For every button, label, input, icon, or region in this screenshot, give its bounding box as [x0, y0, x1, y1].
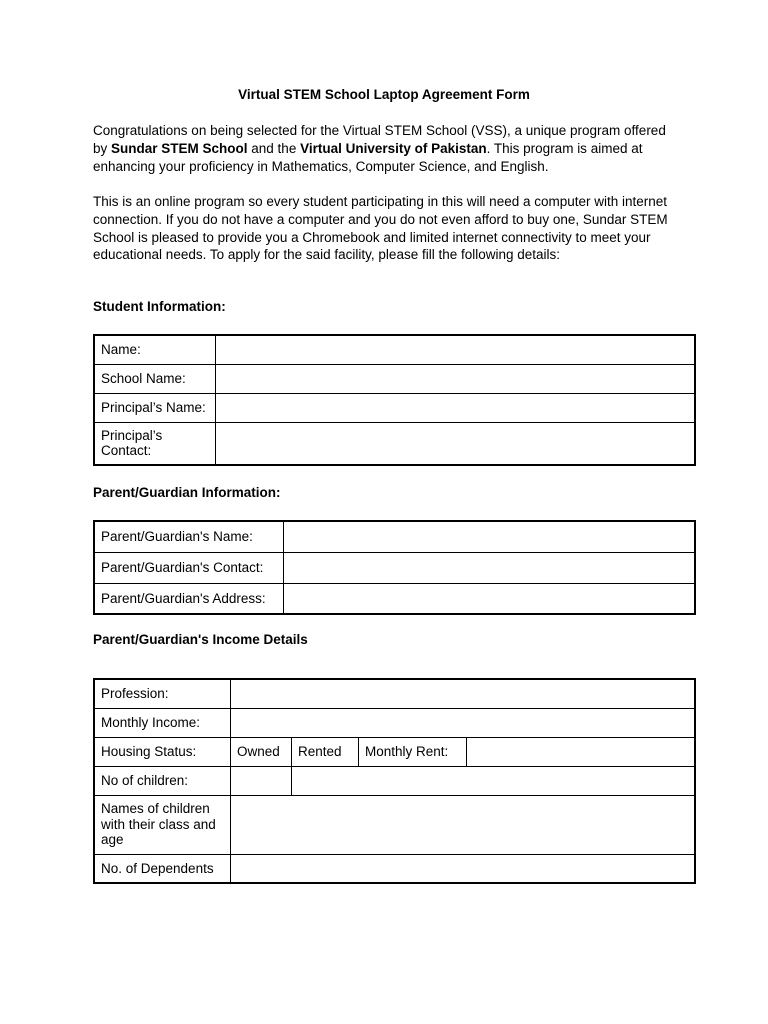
owned-option[interactable]: Owned — [231, 737, 292, 766]
table-row — [94, 393, 695, 422]
principal-name-field[interactable] — [216, 393, 696, 422]
intro-paragraph — [93, 122, 673, 175]
principal-contact-label: Principal’s Contact: — [94, 422, 216, 465]
rented-option[interactable]: Rented — [292, 737, 359, 766]
parent-contact-label: Parent/Guardian's Contact: — [94, 552, 284, 583]
income-details-heading: Parent/Guardian's Income Details — [93, 632, 308, 647]
name-field[interactable] — [216, 335, 696, 364]
table-row — [94, 854, 695, 883]
table-row — [94, 583, 695, 614]
info-paragraph: This is an online program so every student participating in this will need a computer with internet connection. If you do not have a computer and you do not even afford to buy one, Sundar STEM School is pleased to provide you a Chromebook and limited internet connectivity to meet your educational needs. To apply for the said facility, please fill the following details: — [93, 194, 668, 263]
name-label: Name: — [94, 335, 216, 364]
table-row — [94, 552, 695, 583]
profession-label: Profession: — [94, 679, 231, 708]
parent-info-table — [93, 520, 696, 615]
table-row — [94, 766, 695, 795]
parent-name-label: Parent/Guardian's Name: — [94, 521, 284, 552]
children-names-field[interactable] — [231, 795, 696, 854]
monthly-rent-field[interactable] — [467, 737, 696, 766]
parent-address-label: Parent/Guardian's Address: — [94, 583, 284, 614]
intro-text-2: and the — [247, 140, 301, 156]
children-names-label: Names of children with their class and age — [94, 795, 231, 854]
table-row — [94, 737, 695, 766]
children-count-label: No of children: — [94, 766, 231, 795]
monthly-income-field[interactable] — [231, 708, 696, 737]
housing-status-label: Housing Status: — [94, 737, 231, 766]
table-row — [94, 364, 695, 393]
monthly-income-label: Monthly Income: — [94, 708, 231, 737]
monthly-rent-label: Monthly Rent: — [359, 737, 467, 766]
parent-name-field[interactable] — [284, 521, 696, 552]
dependents-label: No. of Dependents — [94, 854, 231, 883]
school-name-bold: Sundar STEM School — [111, 140, 248, 156]
table-row — [94, 521, 695, 552]
income-details-table — [93, 678, 696, 884]
intro-text-3: . This program is aimed at enhancing your proficiency in Mathematics, Computer Science, and English. — [93, 140, 643, 174]
profession-field[interactable] — [231, 679, 696, 708]
school-name-label: School Name: — [94, 364, 216, 393]
table-row — [94, 679, 695, 708]
school-name-field[interactable] — [216, 364, 696, 393]
table-row — [94, 335, 695, 364]
table-row — [94, 422, 695, 465]
children-extra-field[interactable] — [292, 766, 696, 795]
children-count-field[interactable] — [231, 766, 292, 795]
university-name-bold: Virtual University of Pakistan — [300, 140, 487, 156]
student-info-table — [93, 334, 696, 466]
table-row — [94, 795, 695, 854]
table-row — [94, 708, 695, 737]
student-info-heading: Student Information: — [93, 299, 226, 314]
intro-text-1: Congratulations on being selected for the Virtual STEM School (VSS), a unique program offered by — [93, 123, 666, 156]
form-title: Virtual STEM School Laptop Agreement Form — [238, 87, 530, 102]
principal-name-label: Principal’s Name: — [94, 393, 216, 422]
parent-info-heading: Parent/Guardian Information: — [93, 485, 281, 500]
parent-contact-field[interactable] — [284, 552, 696, 583]
parent-address-field[interactable] — [284, 583, 696, 614]
principal-contact-field[interactable] — [216, 422, 696, 465]
dependents-field[interactable] — [231, 854, 696, 883]
